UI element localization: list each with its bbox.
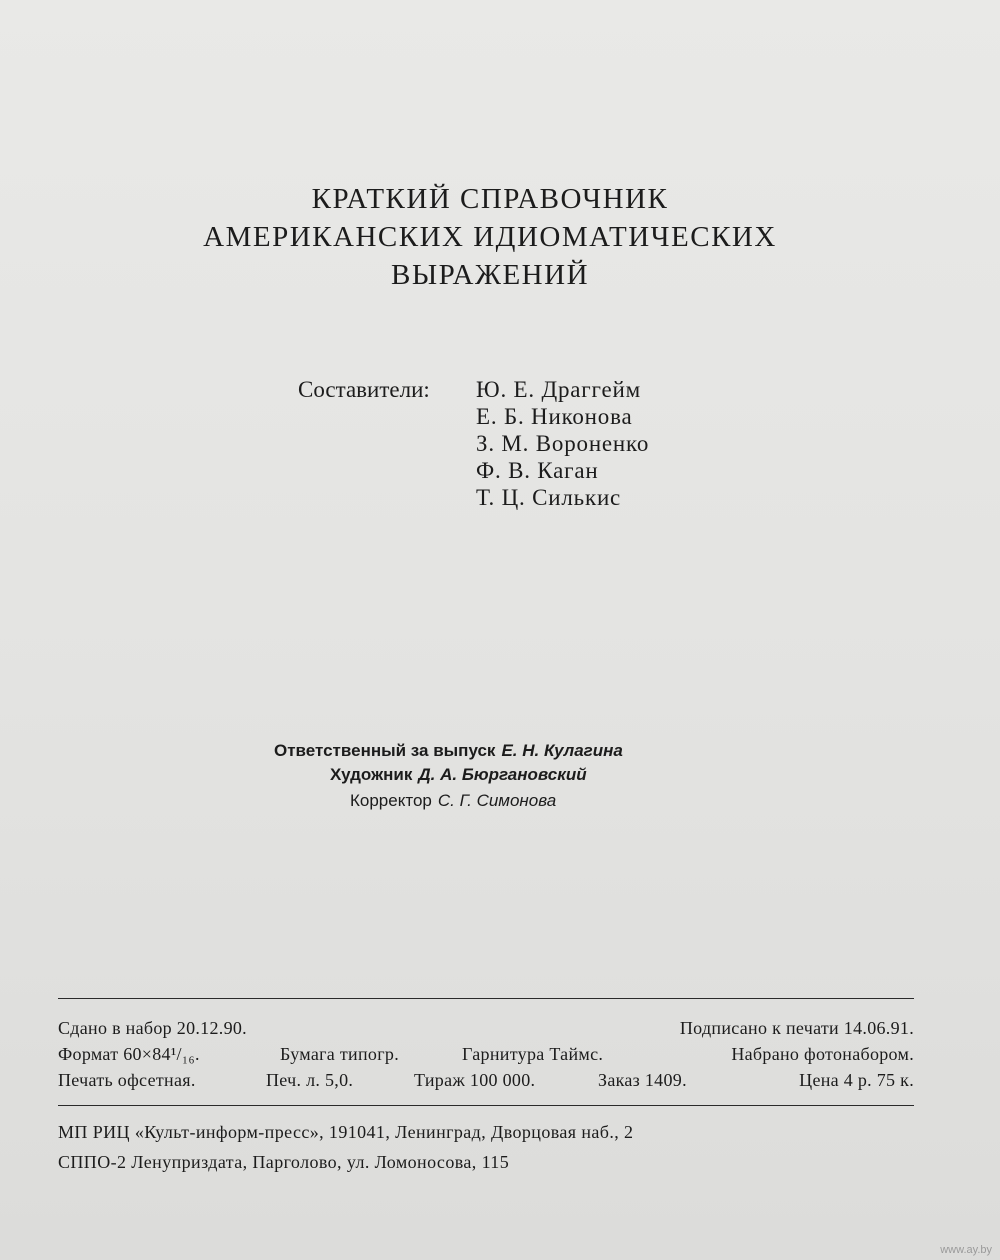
credit-row-proofreader xyxy=(350,788,556,814)
credit-role: Ответственный за выпуск xyxy=(274,741,496,760)
imprint-signed: Подписано к печати 14.06.91. xyxy=(679,1018,914,1038)
imprint-price: Цена 4 р. 75 к. xyxy=(799,1070,914,1090)
imprint-run: Тираж 100 000. xyxy=(414,1070,536,1090)
printer-line: СППО-2 Ленуприздата, Парголово, ул. Ломоносова, 115 xyxy=(58,1152,510,1172)
book-title xyxy=(0,180,980,294)
compiler-name: Е. Б. Никонова xyxy=(476,404,633,429)
imprint-sheets: Печ. л. 5,0. xyxy=(266,1070,354,1090)
compilers-list xyxy=(476,376,649,511)
compiler-name: Ю. Е. Драггейм xyxy=(476,377,641,402)
compilers-label: Составители: xyxy=(298,377,430,402)
publisher-line: МП РИЦ «Культ-информ-пресс», 191041, Ленинград, Дворцовая наб., 2 xyxy=(58,1122,634,1142)
credit-row-artist xyxy=(330,762,587,788)
book-title-line-2: АМЕРИКАНСКИХ ИДИОМАТИЧЕСКИХ xyxy=(203,221,777,253)
imprint-line-3 xyxy=(58,1068,914,1092)
imprint-divider-bottom xyxy=(58,1105,914,1106)
imprint-divider-top xyxy=(58,998,914,999)
credit-person: С. Г. Симонова xyxy=(437,791,557,810)
credit-role: Корректор xyxy=(350,791,432,810)
compiler-name: З. М. Вороненко xyxy=(476,431,650,456)
credit-row-release xyxy=(274,738,623,764)
book-title-line-1: КРАТКИЙ СПРАВОЧНИК xyxy=(311,183,669,215)
site-watermark: www.ay.by xyxy=(940,1244,992,1256)
imprint-format: Формат 60×84¹/₁₆. xyxy=(58,1044,200,1064)
imprint-typeset: Сдано в набор 20.12.90. xyxy=(58,1018,247,1038)
imprint-composition: Набрано фотонабором. xyxy=(731,1044,914,1064)
credit-role: Художник xyxy=(330,765,413,784)
imprint-printing: Печать офсетная. xyxy=(58,1070,196,1090)
compiler-name: Ф. В. Каган xyxy=(476,458,599,483)
credit-person: Е. Н. Кулагина xyxy=(501,741,623,760)
credit-person: Д. А. Бюргановский xyxy=(418,765,587,784)
compiler-name: Т. Ц. Силькис xyxy=(476,485,622,510)
imprint-paper: Бумага типогр. xyxy=(280,1044,399,1064)
imprint-line-1 xyxy=(58,1016,914,1040)
book-title-line-3: ВЫРАЖЕНИЙ xyxy=(390,259,590,291)
imprint-line-2 xyxy=(58,1042,914,1066)
imprint-order: Заказ 1409. xyxy=(598,1070,687,1090)
imprint-typeface: Гарнитура Таймс. xyxy=(462,1044,604,1064)
